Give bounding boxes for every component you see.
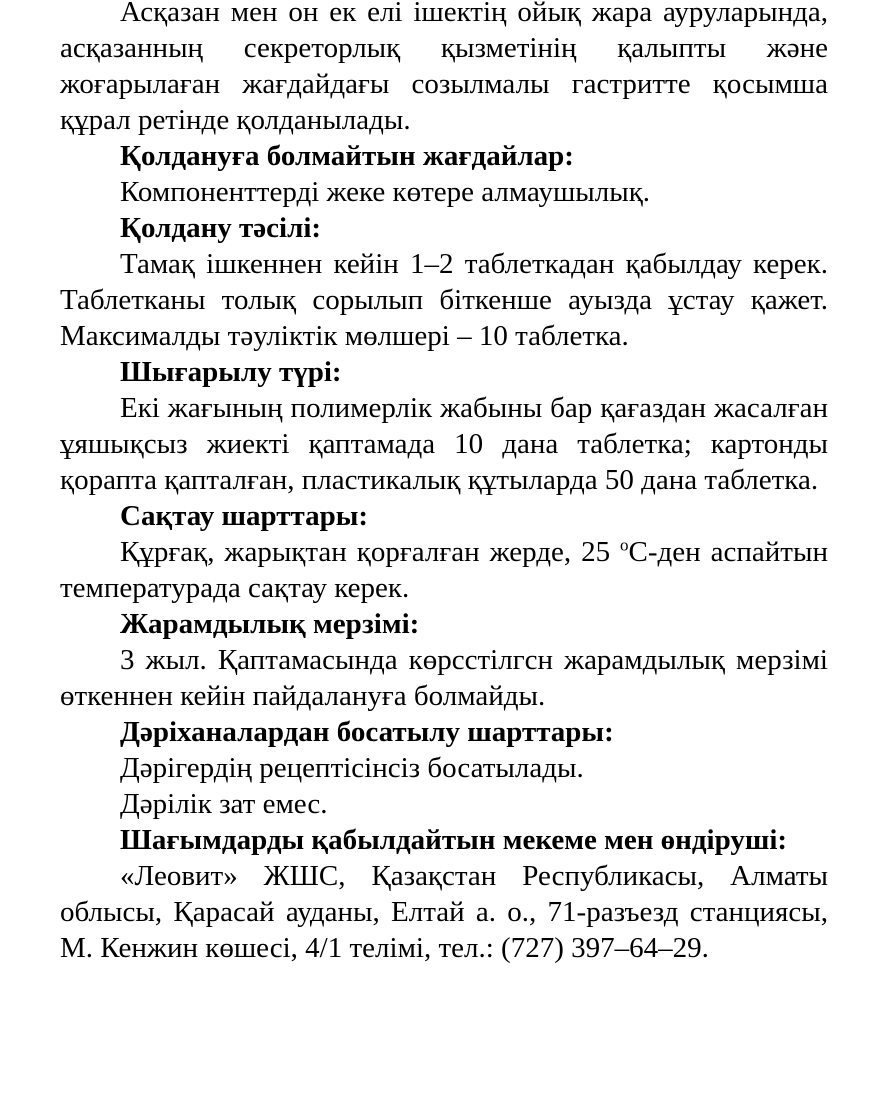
leaflet-page: [60, 0, 828, 966]
release-form-text: Екі жағының полимерлік жабыны бар қағаздан жасалған ұяшықсыз жиекті қаптамада 10 дана таблетка; картонды қорапта қапталған, пластикалық құтыларда 50 дана таблетка.: [60, 392, 828, 496]
contraindications-text: Компоненттерді жеке көтере алмаушылық.: [120, 176, 651, 208]
storage-text: [60, 534, 828, 606]
release-form-heading: Шығарылу түрі:: [120, 356, 342, 388]
shelf-life-heading: Жарамдылық мерзімі:: [120, 608, 420, 640]
storage-heading: Сақтау шарттары:: [120, 500, 369, 532]
storage-text-part2: С-ден аспайтын температурада сақтау керек.: [60, 536, 828, 604]
indications-paragraph: Асқазан мен он ек елі ішектің ойық жара ауруларында, асқазанның секреторлық қызметінің қалыпты және жоғарылаған жағдайдағы созылмалы гастритте қосымша құрал ретінде қолданылады.: [60, 0, 828, 136]
degree-sign: о: [620, 535, 629, 555]
usage-heading: Қолдану тәсілі:: [120, 212, 322, 244]
storage-text-part1: Құрғақ, жарықтан қорғалған жерде, 25: [120, 536, 621, 568]
dispensing-text-1: Дәрігердің рецептісінсіз босатылады.: [120, 752, 584, 784]
dispensing-heading: Дәріханалардан босатылу шарттары:: [120, 716, 614, 748]
manufacturer-address: «Леовит» ЖШС, Қазақстан Республикасы, Алматы облысы, Қарасай ауданы, Елтай а. о., 71-разъезд станциясы, М. Кенжин көшесі, 4/1 телімі, тел.: (727) 397–64–29.: [60, 860, 828, 964]
shelf-life-text: 3 жыл. Қаптамасында көрсстілгсн жарамдылық мерзімі өткеннен кейін пайдалануға болмайды.: [60, 644, 828, 712]
usage-text: Тамақ ішкеннен кейін 1–2 таблеткадан қабылдау керек. Таблетканы толық сорылып біткенше ауызда ұстау қажет. Максималды тәуліктік мөлшері – 10 таблетка.: [60, 248, 828, 352]
manufacturer-heading: Шағымдарды қабылдайтын мекеме мен өндіруші:: [120, 824, 788, 856]
dispensing-text-2: Дәрілік зат емес.: [120, 788, 328, 820]
contraindications-heading: Қолдануға болмайтын жағдайлар:: [120, 140, 574, 172]
